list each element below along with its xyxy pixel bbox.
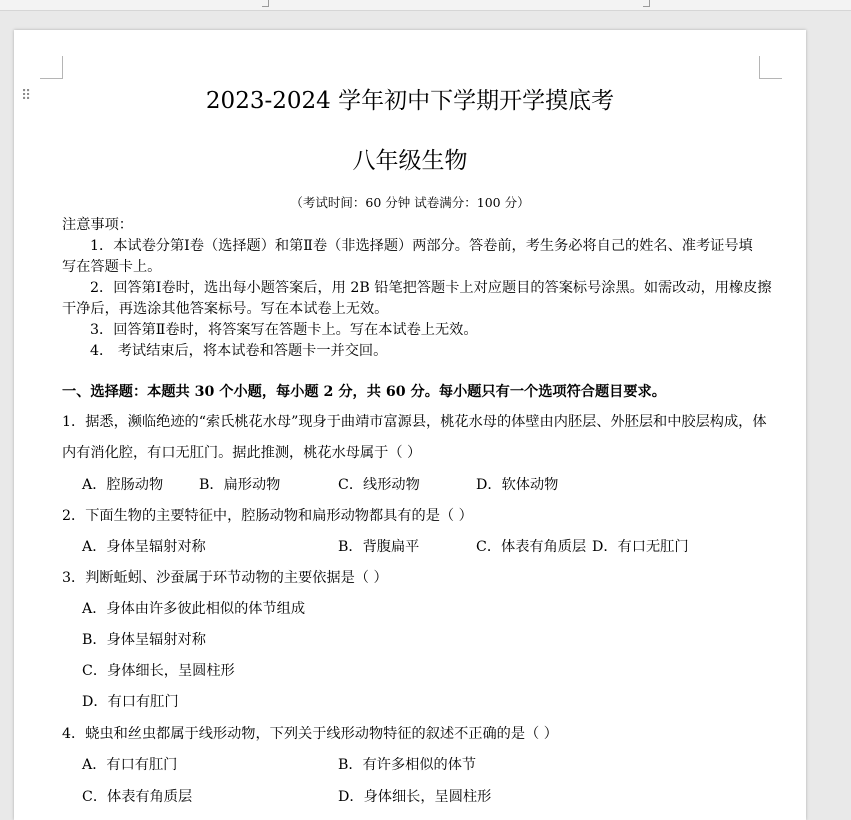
option-c: C．体表有角质层 [476, 539, 587, 555]
option-c: C．身体细长，呈圆柱形 [82, 663, 235, 679]
option-b: B．有许多相似的体节 [338, 757, 477, 773]
option-a: A．有口有肛门 [82, 757, 178, 773]
option-c: C．线形动物 [338, 477, 420, 493]
ruler-strip [0, 0, 851, 11]
option-b: B．身体呈辐射对称 [82, 632, 206, 648]
option-d: D．有口有肛门 [82, 694, 179, 710]
option-a: A．腔肠动物 [82, 477, 164, 493]
subject-title: 八年级生物 [352, 148, 468, 174]
question-stem: 内有消化腔，有口无肛门。据此推测，桃花水母属于（ ） [62, 445, 422, 461]
crop-mark-top-right [759, 56, 782, 79]
option-b: B．背腹扁平 [338, 539, 420, 555]
notice-line: 3．回答第Ⅱ卷时，将答案写在答题卡上。写在本试卷上无效。 [90, 322, 478, 338]
notice-line: 干净后，再选涂其他答案标号。写在本试卷上无效。 [62, 301, 389, 317]
section-heading: 一、选择题：本题共 30 个小题，每小题 2 分，共 60 分。每小题只有一个选项符合题目要求。 [62, 384, 666, 400]
exam-title: 2023-2024 学年初中下学期开学摸底考 [205, 88, 615, 114]
notice-line: 2．回答第Ⅰ卷时，选出每小题答案后，用 2B 铅笔把答题卡上对应题目的答案标号涂黑。如需改动，用橡皮擦 [90, 280, 772, 296]
option-d: D．身体细长，呈圆柱形 [338, 789, 492, 805]
option-d: D．软体动物 [476, 477, 559, 493]
exam-info: （考试时间：60 分钟 试卷满分：100 分） [290, 195, 530, 210]
option-a: A．身体呈辐射对称 [82, 539, 206, 555]
question-stem: 4．蛲虫和丝虫都属于线形动物，下列关于线形动物特征的叙述不正确的是（ ） [62, 726, 558, 742]
notice-line: 写在答题卡上。 [62, 259, 162, 275]
option-b: B．扁形动物 [199, 477, 281, 493]
document-page [14, 30, 806, 820]
ruler-marker[interactable] [643, 0, 650, 7]
option-c: C．体表有角质层 [82, 789, 193, 805]
option-d: D．有口无肛门 [592, 539, 689, 555]
notice-heading: 注意事项： [62, 217, 133, 233]
drag-handle-icon[interactable]: ⠿ [21, 88, 32, 104]
ruler-marker[interactable] [262, 0, 269, 7]
question-stem: 1．据悉，濒临绝迹的“索氏桃花水母”现身于曲靖市富源县，桃花水母的体壁由内胚层、外胚层和中胶层构成，体 [62, 414, 767, 430]
crop-mark-top-left [40, 56, 63, 79]
option-a: A．身体由许多彼此相似的体节组成 [82, 601, 306, 617]
question-stem: 3．判断蚯蚓、沙蚕属于环节动物的主要依据是（ ） [62, 570, 388, 586]
notice-line: 1．本试卷分第Ⅰ卷（选择题）和第Ⅱ卷（非选择题）两部分。答卷前，考生务必将自己的姓名、准考证号填 [90, 238, 753, 254]
question-stem: 2．下面生物的主要特征中，腔肠动物和扁形动物都具有的是（ ） [62, 508, 473, 524]
notice-line: 4． 考试结束后，将本试卷和答题卡一并交回。 [90, 343, 388, 359]
